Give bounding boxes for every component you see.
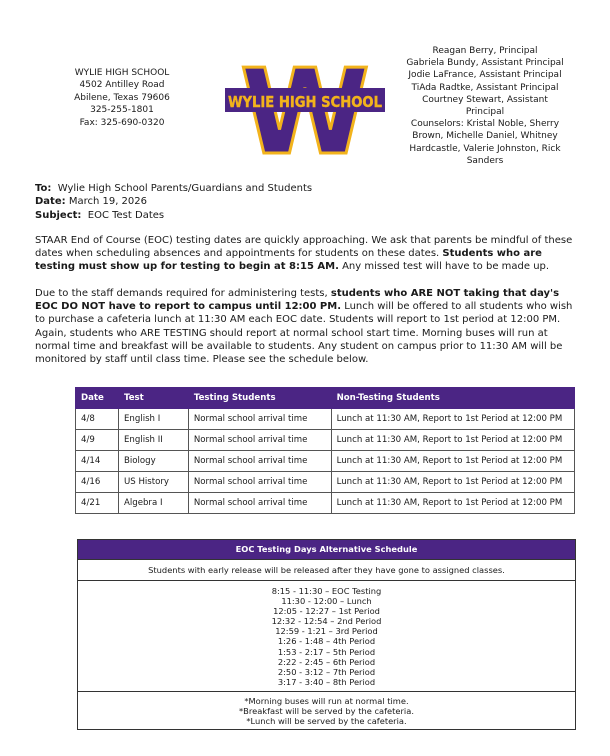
staff-line: Gabriela Bundy, Assistant Principal — [406, 58, 564, 69]
paragraph-non-testing — [35, 287, 575, 366]
alternative-schedule-box — [77, 539, 576, 730]
staff-line: Brown, Michelle Daniel, Whitney — [412, 131, 558, 142]
school-logo — [225, 52, 385, 160]
time-slot: 11:30 - 12:00 – Lunch — [281, 596, 372, 607]
header-test: Test — [118, 388, 188, 409]
cell-non-testing: Lunch at 11:30 AM, Report to 1st Period at 12:00 PM — [331, 409, 574, 430]
staff-line: Hardcastle, Valerie Johnston, Rick — [409, 143, 561, 154]
cell-test: English I — [118, 409, 188, 430]
time-slot: 2:22 - 2:45 – 6th Period — [277, 656, 376, 667]
cell-testing: Normal school arrival time — [188, 430, 331, 451]
staff-line: TiAda Radtke, Assistant Principal — [411, 82, 559, 93]
alt-schedule-subtitle: Students with early release will be released after they have gone to assigned classes. — [78, 559, 575, 580]
memo-to — [35, 182, 575, 195]
header-date: Date — [76, 388, 119, 409]
school-phone: 325-255-1801 — [90, 105, 154, 116]
time-slot: 2:50 - 3:12 – 7th Period — [277, 666, 376, 677]
paragraph2-lead: Due to the staff demands required for administering tests, — [35, 288, 331, 299]
cell-test: US History — [118, 472, 188, 493]
cell-test: Biology — [118, 451, 188, 472]
cell-testing: Normal school arrival time — [188, 451, 331, 472]
cell-date: 4/21 — [76, 493, 119, 514]
eoc-schedule-table — [75, 387, 575, 514]
time-slot: 3:17 - 3:40 – 8th Period — [277, 676, 376, 687]
table-row — [76, 430, 575, 451]
cell-test: English II — [118, 430, 188, 451]
school-address-block — [62, 67, 182, 129]
paragraph2-tail: Lunch will be offered to all students who wish to purchase a cafeteria lunch at 11:30 AM each EOC date. Students will report to 1st period at 12:00 PM. Again, students who ARE TESTING should report at normal school start time. Morning buses will run at normal time and breakfast will be available to students. Any student on campus prior to 11:30 AM will be monitored by staff until class time. Please see the schedule below. — [35, 301, 573, 366]
memo-header — [35, 182, 575, 222]
cell-non-testing: Lunch at 11:30 AM, Report to 1st Period at 12:00 PM — [331, 430, 574, 451]
note-line: *Breakfast will be served by the cafeteria. — [239, 705, 414, 716]
paragraph1-tail: Any missed test will have to be made up. — [338, 261, 550, 273]
cell-date: 4/16 — [76, 472, 119, 493]
table-row — [76, 493, 575, 514]
paragraph1-bold: Students who are testing must show up for testing to begin at 8:15 AM. — [35, 248, 542, 273]
alt-schedule-notes — [78, 691, 575, 729]
cell-testing: Normal school arrival time — [188, 472, 331, 493]
cell-testing: Normal school arrival time — [188, 493, 331, 514]
header-testing-students: Testing Students — [188, 388, 331, 409]
memo-date-value: March 19, 2026 — [68, 196, 148, 208]
cell-non-testing: Lunch at 11:30 AM, Report to 1st Period at 12:00 PM — [331, 472, 574, 493]
cell-non-testing: Lunch at 11:30 AM, Report to 1st Period at 12:00 PM — [331, 493, 574, 514]
time-slot: 12:59 - 1:21 – 3rd Period — [275, 626, 378, 637]
memo-to-value: Wylie High School Parents/Guardians and Students — [57, 183, 313, 194]
staff-line: Courtney Stewart, Assistant Principal — [422, 94, 548, 118]
cell-date: 4/9 — [76, 430, 119, 451]
memo-to-label: To: — [35, 183, 52, 194]
staff-list — [405, 45, 565, 167]
cell-test: Algebra I — [118, 493, 188, 514]
memo-subject — [35, 209, 575, 222]
note-line: *Morning buses will run at normal time. — [244, 695, 409, 706]
staff-line: Sanders — [466, 155, 504, 166]
school-address-line1: 4502 Antilley Road — [79, 80, 165, 91]
paragraph2-bold: students who ARE NOT taking that day's EOC DO NOT have to report to campus until 12:00 PM. — [35, 288, 560, 313]
school-fax: Fax: 325-690-0320 — [79, 117, 165, 128]
staff-line: Counselors: Kristal Noble, Sherry — [410, 119, 560, 130]
time-slot: 1:53 - 2:17 – 5th Period — [277, 646, 376, 657]
logo-text: WYLIE HIGH SCHOOL — [228, 93, 383, 111]
paragraph1-text: STAAR End of Course (EOC) testing dates are quickly approaching. We ask that parents be mindful of these dates when scheduling absences and appointments for students on these dates. — [35, 235, 573, 260]
time-slot: 12:32 - 12:54 – 2nd Period — [271, 616, 382, 627]
memo-date — [35, 195, 575, 208]
time-slot: 8:15 - 11:30 – EOC Testing — [271, 586, 382, 596]
memo-subject-value: EOC Test Dates — [87, 209, 165, 221]
memo-date-label: Date: — [35, 196, 66, 208]
paragraph-testing-dates — [35, 234, 575, 274]
table-row — [76, 451, 575, 472]
table-row — [76, 409, 575, 430]
cell-testing: Normal school arrival time — [188, 409, 331, 430]
school-name: WYLIE HIGH SCHOOL — [74, 68, 170, 78]
memo-subject-label: Subject: — [35, 209, 82, 221]
table-row — [76, 472, 575, 493]
time-slot: 1:26 - 1:48 – 4th Period — [277, 636, 376, 647]
school-address-line2: Abilene, Texas 79606 — [74, 92, 170, 103]
staff-line: Jodie LaFrance, Assistant Principal — [408, 70, 562, 81]
staff-line: Reagan Berry, Principal — [432, 46, 538, 56]
table-header-row — [76, 388, 575, 409]
cell-date: 4/8 — [76, 409, 119, 430]
header-non-testing-students: Non-Testing Students — [331, 388, 574, 409]
time-slot: 12:05 - 12:27 – 1st Period — [273, 606, 380, 617]
alt-schedule-times — [78, 580, 575, 691]
cell-non-testing: Lunch at 11:30 AM, Report to 1st Period at 12:00 PM — [331, 451, 574, 472]
cell-date: 4/14 — [76, 451, 119, 472]
alt-schedule-title: EOC Testing Days Alternative Schedule — [78, 540, 575, 559]
note-line: *Lunch will be served by the cafeteria. — [246, 715, 407, 726]
